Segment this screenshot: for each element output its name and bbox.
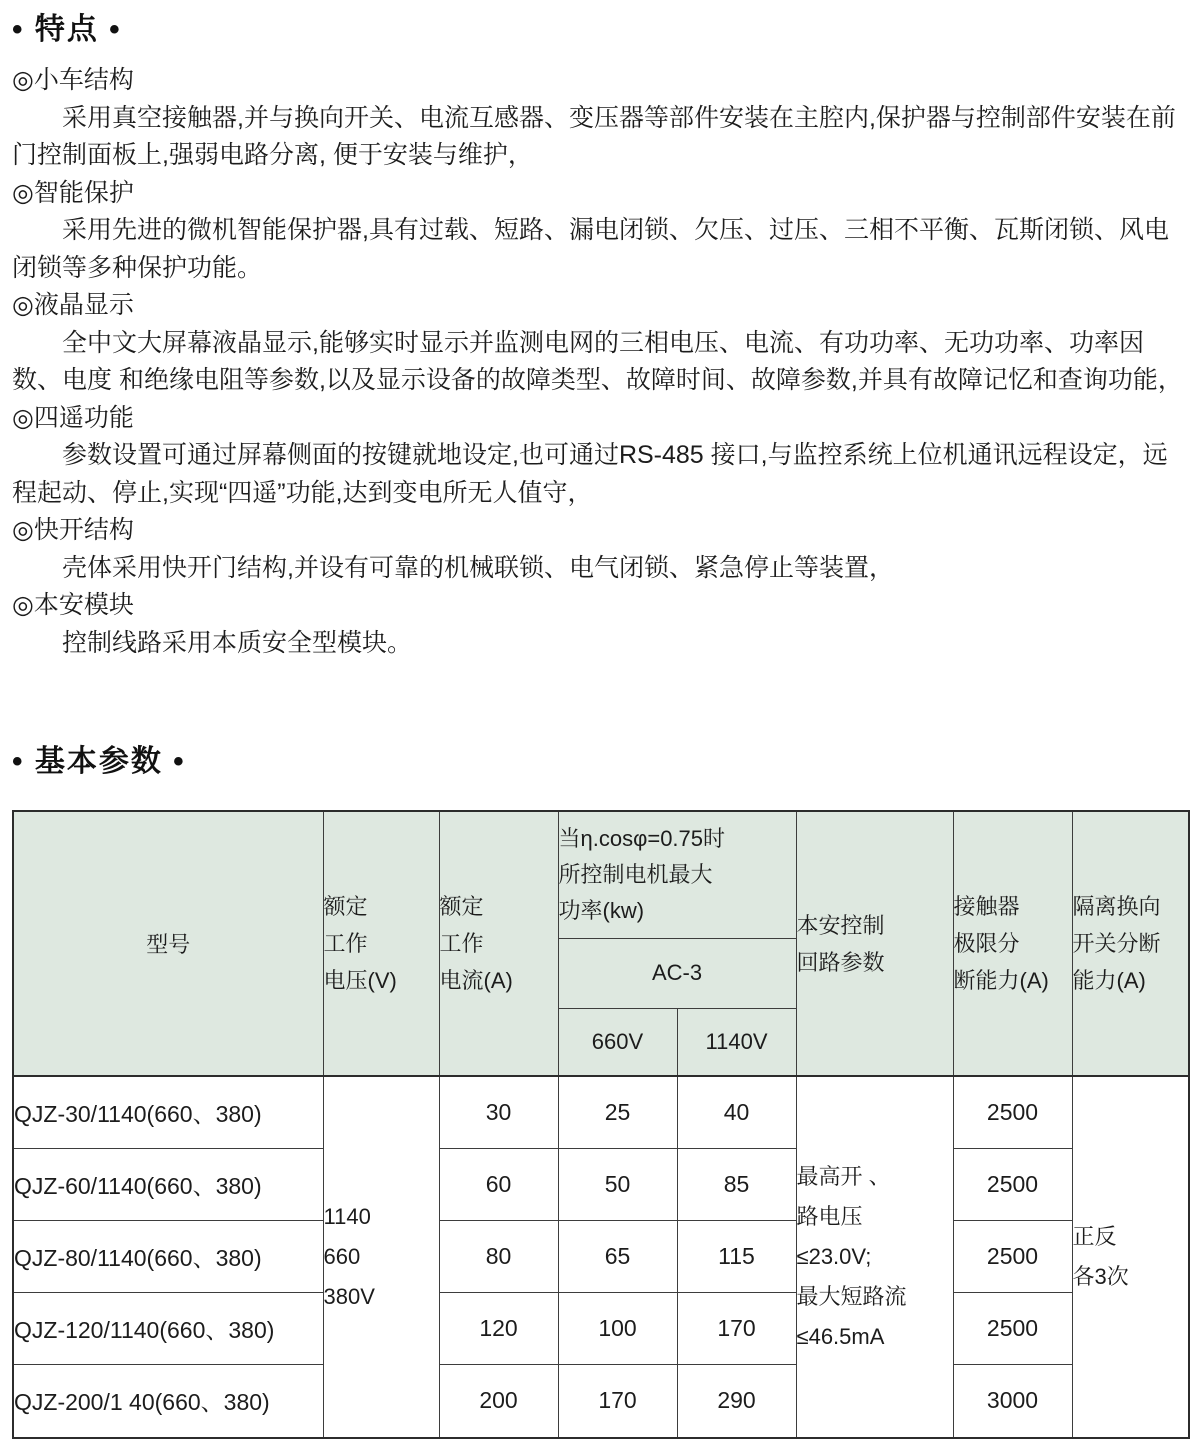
table-row [13, 1148, 1189, 1220]
model-cell: QJZ-120/1140(660、380) [13, 1292, 323, 1364]
feature-item-cart [12, 62, 1188, 175]
feature-heading: ◎四遥功能 [12, 403, 134, 432]
power-1140-cell: 115 [677, 1220, 796, 1292]
header-rated-voltage [323, 811, 439, 1076]
cell-line: 各3次 [1072, 1264, 1129, 1289]
header-660v: 660V [558, 1008, 677, 1076]
cell-line: ≤46.5mA [796, 1324, 885, 1349]
header-line: 隔离换向 [1072, 894, 1161, 919]
rated-voltage-cell [323, 1076, 439, 1438]
power-1140-cell: 290 [677, 1364, 796, 1438]
model-cell: QJZ-60/1140(660、380) [13, 1148, 323, 1220]
cell-lines [324, 1197, 375, 1317]
header-lines [440, 888, 513, 999]
header-line: 开关分断 [1072, 931, 1161, 956]
power-1140-cell: 85 [677, 1148, 796, 1220]
isolator-breaking-cell [1072, 1076, 1189, 1438]
table-row [13, 1220, 1189, 1292]
header-lines [797, 907, 885, 981]
power-1140-cell: 40 [677, 1076, 796, 1148]
power-660-cell: 65 [558, 1220, 677, 1292]
table-row [13, 1076, 1189, 1148]
header-1140v: 1140V [677, 1008, 796, 1076]
cell-lines [1073, 1217, 1129, 1297]
header-line: 额定 [439, 894, 484, 919]
header-intrinsic-circuit [796, 811, 953, 1076]
feature-body: 控制线路采用本质安全型模块。 [62, 628, 413, 657]
cell-line: 最大短路流 [796, 1284, 907, 1309]
feature-heading: ◎快开结构 [12, 516, 134, 544]
intrinsic-params-cell [796, 1076, 953, 1438]
table-row [13, 1292, 1189, 1364]
header-line: 电流(A) [439, 968, 513, 993]
feature-item-lcd [12, 287, 1188, 400]
parameters-table [12, 810, 1190, 1439]
features-section-title: • 特点 • [12, 13, 122, 46]
header-line: 工作 [439, 931, 484, 956]
header-line: 本安控制 [796, 912, 885, 938]
feature-item-intrinsic [12, 587, 1188, 662]
parameters-section-title: • 基本参数 • [12, 745, 186, 778]
current-cell: 60 [439, 1148, 558, 1220]
power-660-cell: 50 [558, 1148, 677, 1220]
feature-body: 采用先进的微机智能保护器,具有过载、短路、漏电闭锁、欠压、过压、三相不平衡、瓦斯闭锁、风电闭锁等多种保护功能。 [12, 216, 1169, 282]
header-line: 工作 [323, 931, 368, 956]
header-max-motor-power [558, 811, 796, 938]
cell-line: 1140 [323, 1204, 371, 1229]
model-cell: QJZ-30/1140(660、380) [13, 1076, 323, 1148]
cell-line: 路电压 [796, 1204, 863, 1229]
header-line: 接触器 [953, 894, 1020, 919]
feature-item-quickopen [12, 512, 1188, 587]
header-line: 所控制电机最大 [558, 861, 713, 887]
cell-line: 正反 [1072, 1224, 1117, 1249]
header-line: 能力(A) [1072, 968, 1146, 993]
header-lines [324, 888, 397, 999]
model-cell: QJZ-200/1 40(660、380) [13, 1364, 323, 1438]
cell-lines [797, 1157, 907, 1357]
header-lines [1073, 888, 1161, 999]
feature-body: 全中文大屏幕液晶显示,能够实时显示并监测电网的三相电压、电流、有功功率、无功功率、功率因数、电度 和绝缘电阻等参数,以及显示设备的故障类型、故障时间、故障参数,并具有故障记忆和查询功能， [12, 328, 1183, 394]
header-lines [559, 821, 726, 929]
table-row [13, 1364, 1189, 1438]
feature-body: 参数设置可通过屏幕侧面的按键就地设定,也可通过RS-485 接口,与监控系统上位机通讯远程设定，远程起动、停止,实现“四遥”功能,达到变电所无人值守， [12, 441, 1168, 507]
header-line: 电压(V) [323, 968, 397, 993]
header-model: 型号 [13, 811, 323, 1076]
header-isolator-breaking [1072, 811, 1189, 1076]
model-cell: QJZ-80/1140(660、380) [13, 1220, 323, 1292]
header-lines [954, 888, 1049, 999]
contactor-breaking-cell: 2500 [953, 1220, 1072, 1292]
header-line: 极限分 [953, 931, 1020, 956]
current-cell: 30 [439, 1076, 558, 1148]
feature-heading: ◎本安模块 [12, 591, 134, 619]
current-cell: 200 [439, 1364, 558, 1438]
cell-line: 最高开 、 [796, 1164, 891, 1189]
cell-line: ≤23.0V; [796, 1244, 872, 1269]
feature-body: 采用真空接触器,并与换向开关、电流互感器、变压器等部件安装在主腔内,保护器与控制部件安装在前门控制面板上,强弱电路分离, 便于安装与维护， [12, 103, 1176, 169]
power-660-cell: 25 [558, 1076, 677, 1148]
header-line: 功率(kw) [558, 897, 645, 923]
feature-item-protection [12, 175, 1188, 288]
power-660-cell: 100 [558, 1292, 677, 1364]
feature-heading: ◎液晶显示 [12, 291, 134, 319]
contactor-breaking-cell: 2500 [953, 1148, 1072, 1220]
contactor-breaking-cell: 2500 [953, 1076, 1072, 1148]
cell-line: 380V [323, 1284, 375, 1309]
header-line: 断能力(A) [953, 968, 1049, 993]
header-contactor-breaking [953, 811, 1072, 1076]
feature-heading: ◎智能保护 [12, 178, 134, 207]
cell-line: 660 [323, 1244, 361, 1269]
feature-heading: ◎小车结构 [12, 66, 134, 94]
header-rated-current [439, 811, 558, 1076]
power-1140-cell: 170 [677, 1292, 796, 1364]
header-line: 额定 [323, 894, 368, 919]
power-660-cell: 170 [558, 1364, 677, 1438]
header-line: 当η.cosφ=0.75时 [558, 825, 726, 851]
header-ac3: AC-3 [558, 938, 796, 1008]
features-list [12, 62, 1188, 662]
contactor-breaking-cell: 3000 [953, 1364, 1072, 1438]
feature-item-remote [12, 400, 1188, 513]
header-line: 回路参数 [796, 949, 885, 975]
current-cell: 120 [439, 1292, 558, 1364]
current-cell: 80 [439, 1220, 558, 1292]
feature-body: 壳体采用快开门结构,并设有可靠的机械联锁、电气闭锁、紧急停止等装置， [62, 553, 894, 582]
contactor-breaking-cell: 2500 [953, 1292, 1072, 1364]
